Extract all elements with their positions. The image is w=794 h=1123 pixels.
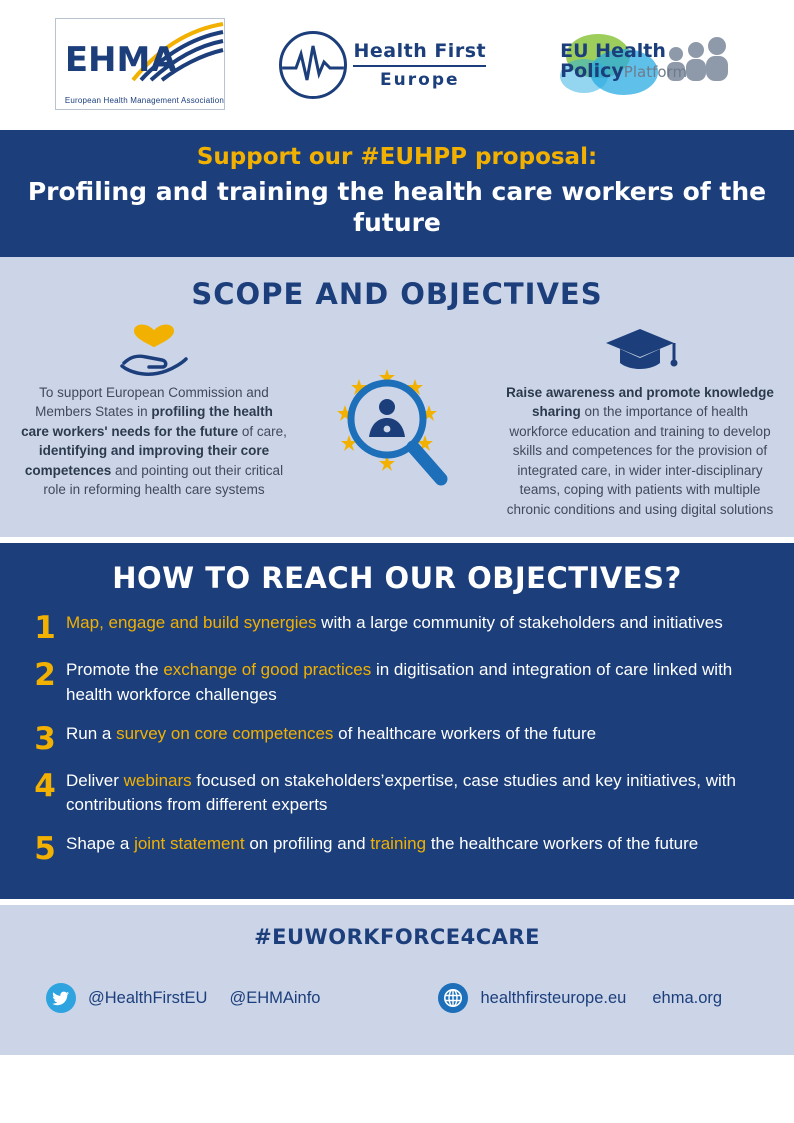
step-text-part: training — [370, 834, 427, 853]
twitter-icon[interactable] — [46, 983, 76, 1013]
scope-left-text — [20, 383, 288, 500]
step-text-part: of healthcare workers of the future — [333, 723, 597, 743]
steps-list — [24, 611, 770, 865]
hfe-divider — [353, 65, 486, 67]
twitter-handle-2[interactable]: @EHMAinfo — [229, 988, 321, 1007]
twitter-contact[interactable] — [46, 983, 207, 1013]
step-number: 4 — [34, 767, 56, 804]
ehma-wordmark: EHMA — [64, 39, 177, 80]
step-text-part: focused on stakeholders’expertise, case studies and key initiatives, with contributions from different experts — [66, 770, 736, 815]
step-text-part: the healthcare workers of the future — [426, 834, 699, 853]
website-1[interactable]: healthfirsteurope.eu — [480, 988, 627, 1007]
step-text — [66, 611, 770, 636]
step-text — [66, 658, 770, 707]
scope-section — [0, 257, 794, 538]
campaign-hashtag: #EUWORKFORCE4CARE — [254, 925, 540, 949]
hfe-heartbeat-circle-icon — [279, 31, 347, 99]
step-text-part: webinars — [123, 770, 192, 790]
health-first-europe-logo — [279, 25, 504, 105]
banner-subtitle: Support our #EUHPP proposal: — [196, 144, 598, 170]
scope-left-b2: identifying and improving their core competences — [24, 443, 270, 478]
graduation-cap-icon — [506, 317, 774, 377]
step-item — [24, 832, 770, 865]
hfe-wordmark — [353, 40, 486, 90]
ehma-tagline: European Health Management Association — [64, 95, 225, 105]
ehma-logo — [55, 18, 230, 113]
step-text — [66, 769, 770, 818]
step-item — [24, 610, 770, 647]
hfe-line1: Health First — [353, 40, 487, 62]
title-banner — [0, 130, 794, 257]
scope-left-column — [20, 317, 288, 500]
step-text-part: survey on core competences — [116, 723, 334, 743]
scope-right-text — [506, 383, 774, 520]
magnifier-health-worker-eu-stars-icon — [317, 363, 477, 513]
step-item — [24, 769, 770, 818]
scope-left-p3: and pointing out their critical role in reforming health care systems — [43, 462, 284, 498]
how-heading: HOW TO REACH OUR OBJECTIVES? — [112, 561, 682, 596]
website-2[interactable]: ehma.org — [652, 988, 723, 1007]
step-item — [24, 722, 770, 755]
step-text-part: in digitisation and integration of care linked with health workforce challenges — [66, 660, 733, 705]
euhpp-line2 — [560, 60, 687, 82]
step-text-part: Run a — [66, 723, 117, 743]
scope-right-b1: Raise awareness and promote knowledge sharing — [506, 384, 774, 420]
hfe-line2: Europe — [380, 70, 460, 90]
step-text-part: exchange of good practices — [163, 660, 372, 680]
logo-bar — [0, 0, 794, 130]
step-text-part: on profiling and — [244, 834, 371, 853]
euhpp-line2-light: Platform — [623, 63, 688, 81]
step-text-part: Promote the — [66, 660, 164, 680]
step-number: 3 — [34, 720, 56, 757]
step-number: 5 — [34, 831, 56, 867]
scope-left-b1: profiling the health care workers' needs for the future — [21, 404, 273, 439]
step-text-part: Deliver — [66, 770, 124, 790]
eu-health-policy-platform-logo — [554, 26, 739, 104]
scope-right-p1: on the importance of health workforce education and training to develop skills and competences for the provision of integrated care, in wider inter-disciplinary teams, coping with patients with multiple chronic conditions and using digital solutions — [506, 404, 774, 517]
step-text-part: with a large community of stakeholders and initiatives — [316, 613, 723, 633]
scope-left-p1: To support European Commission and Members States in — [35, 384, 269, 420]
how-section — [0, 543, 794, 899]
step-text-part: joint statement — [134, 834, 245, 853]
step-item — [24, 658, 770, 707]
footer — [0, 905, 794, 1055]
website-contact[interactable] — [438, 983, 626, 1013]
euhpp-line2-bold: Policy — [560, 60, 624, 82]
scope-heading: SCOPE AND OBJECTIVES — [191, 276, 603, 311]
contacts-row — [0, 983, 794, 1013]
step-number: 2 — [34, 657, 56, 694]
step-text — [66, 832, 770, 857]
hand-heart-icon — [20, 317, 288, 377]
globe-icon[interactable] — [438, 983, 468, 1013]
banner-title: Profiling and training the health care workers of the future — [27, 177, 767, 238]
step-text-part: Map, engage and build synergies — [66, 613, 317, 633]
euhpp-wordmark — [560, 40, 687, 82]
scope-middle-column — [302, 317, 492, 513]
scope-right-column — [506, 317, 774, 520]
step-text-part: Shape a — [66, 834, 135, 853]
euhpp-line1: EU Health — [560, 40, 666, 62]
scope-columns — [20, 317, 774, 520]
scope-left-p2: of care, — [238, 423, 287, 439]
step-number: 1 — [34, 610, 56, 647]
step-text — [66, 722, 770, 747]
twitter-handle-1[interactable]: @HealthFirstEU — [88, 988, 208, 1007]
